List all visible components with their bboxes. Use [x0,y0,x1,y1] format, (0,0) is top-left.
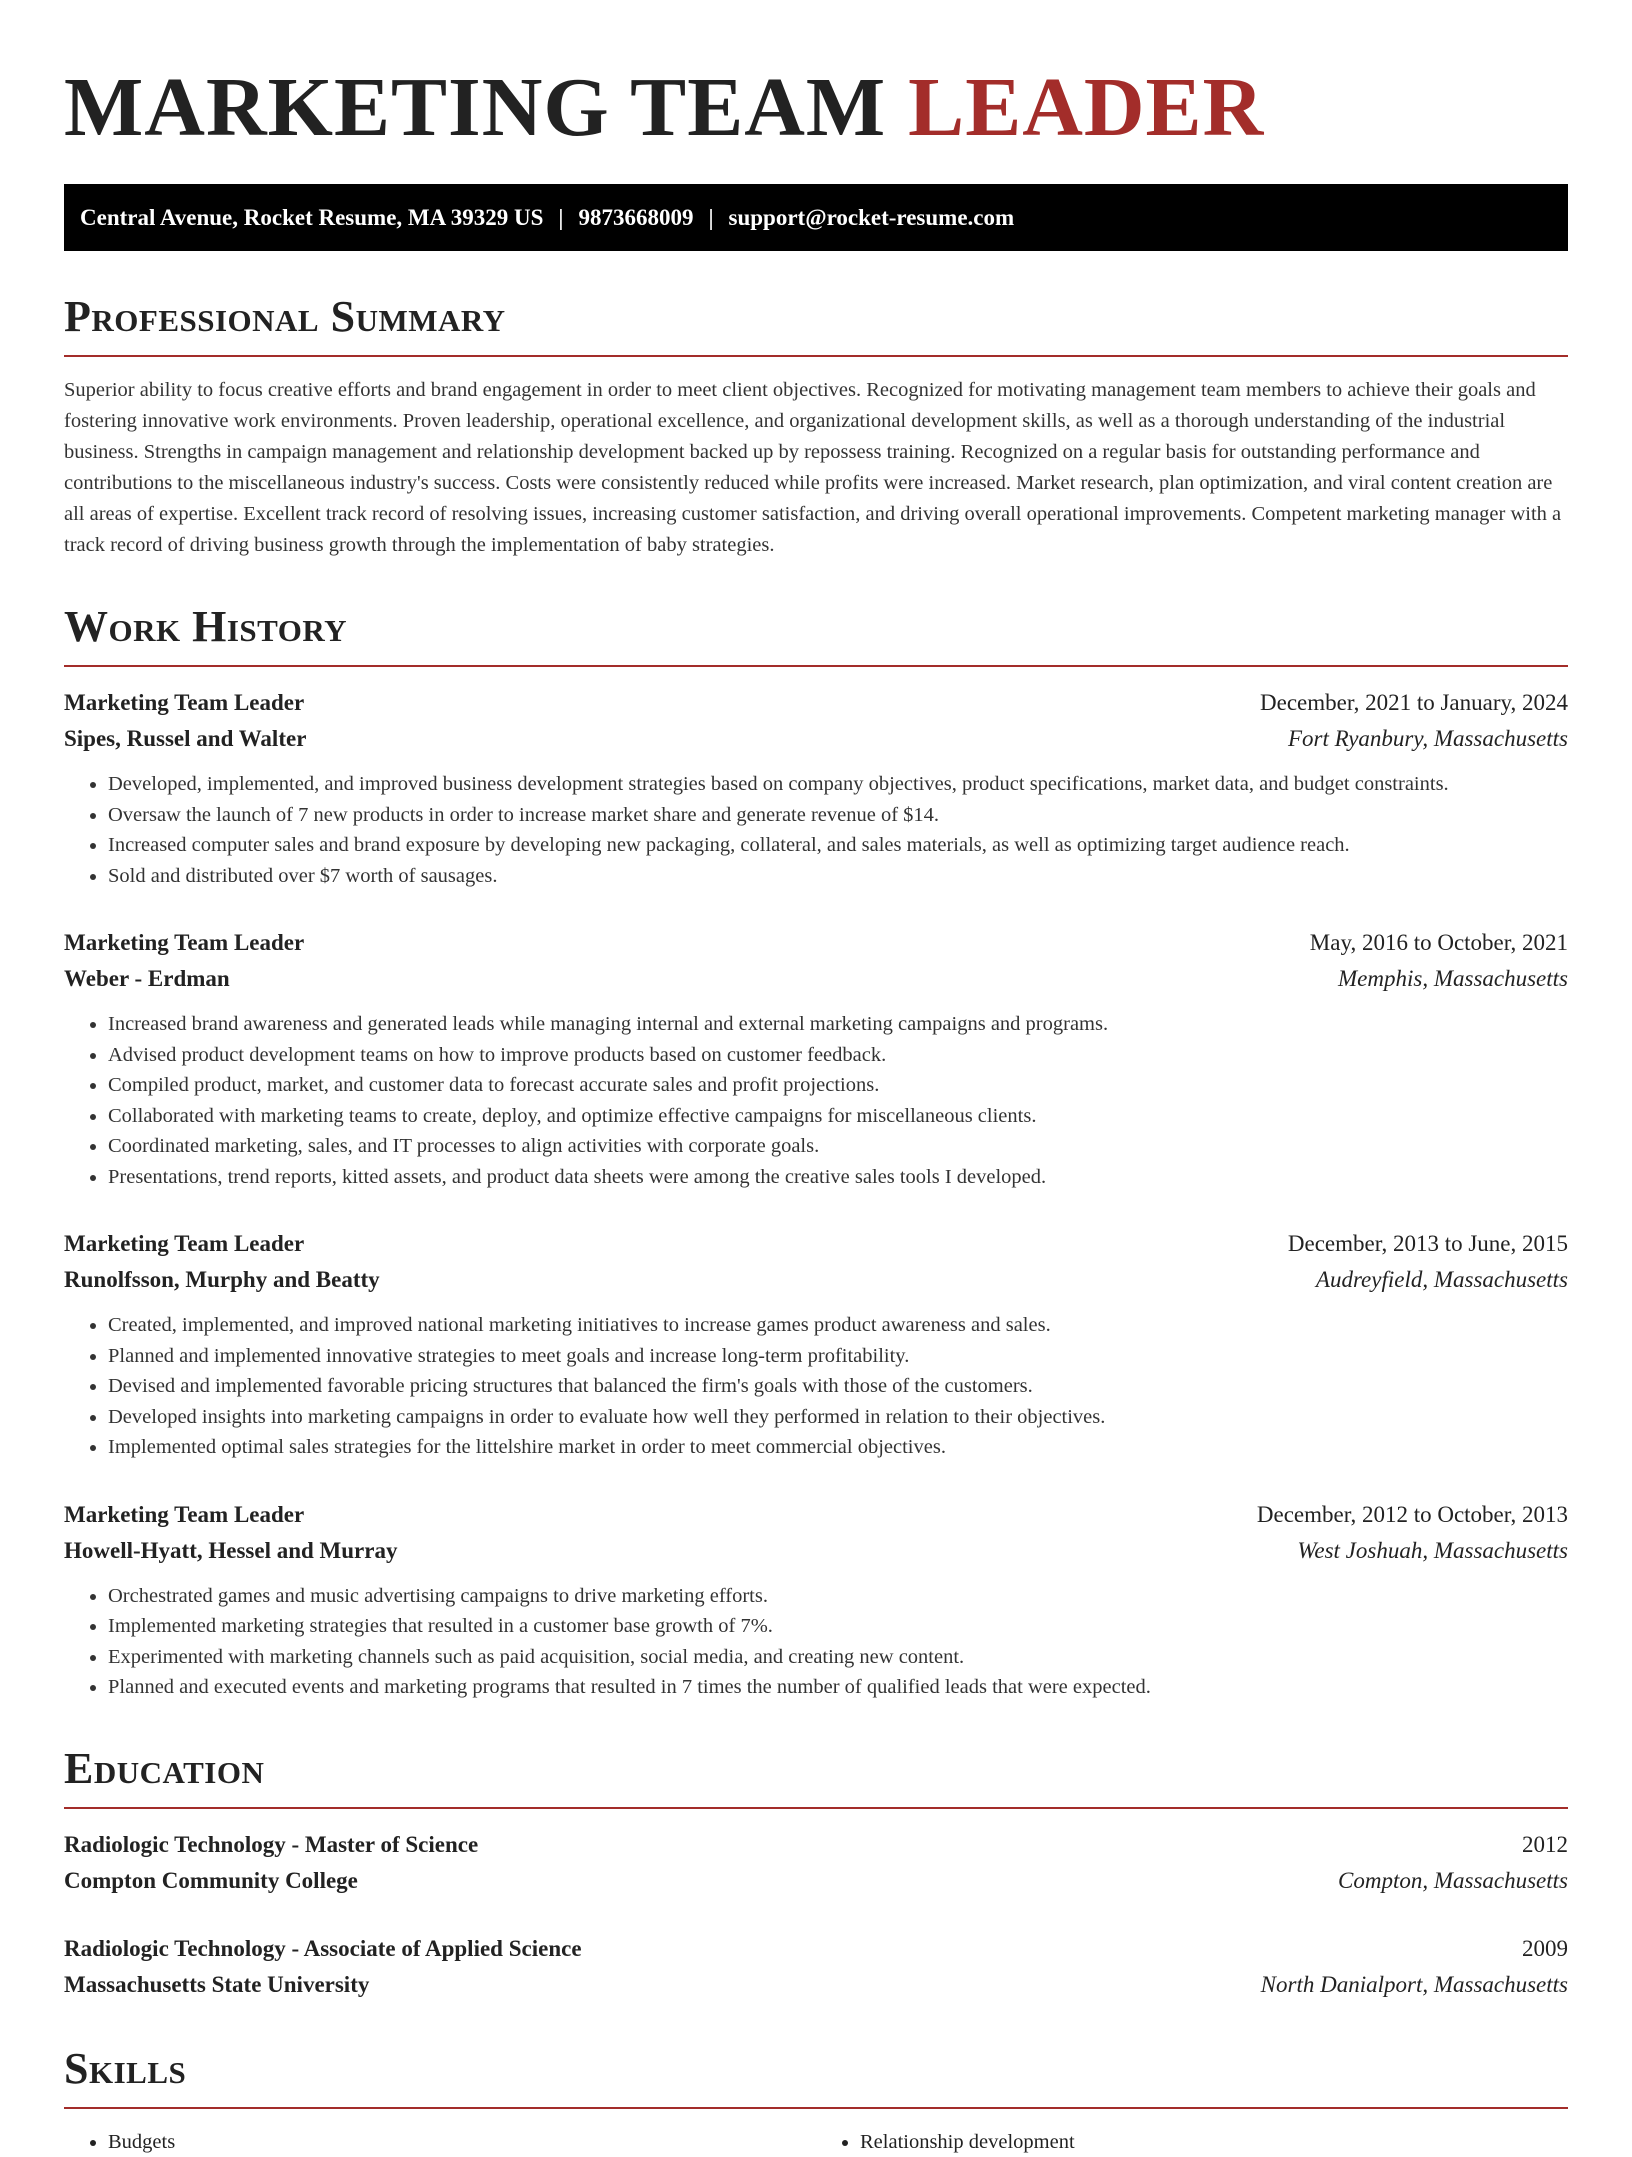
job-entry [64,1497,1568,1703]
job-location: Fort Ryanbury, Massachusetts [1287,726,1568,751]
job-header-row [64,925,1568,961]
education-location: Compton, Massachusetts [1338,1867,1568,1893]
job-header-row [64,1497,1568,1533]
job-bullet: • Developed insights into marketing campaigns in order to evaluate how well they performed in relation to their objectives. [108,1402,1568,1433]
skill-item: • Budgets [108,2127,816,2157]
summary-text: Superior ability to focus creative efforts and brand engagement in order to meet client objectives. Recognized for motivating management team members to achieve their goals and fostering innovative work environments. Proven leadership, operational excellence, and organizational development skills, as well as a thorough understanding of the industrial business. Strengths in campaign management and relationship development backed up by repossess training. Recognized on a regular basis for outstanding performance and contributions to the miscellaneous industry's success. Costs were consistently reduced while profits were increased. Market research, plan optimization, and viral content creation are all areas of expertise. Excellent track record of resolving issues, increasing customer satisfaction, and driving overall operational improvements. Competent marketing manager with a track record of driving business growth through the implementation of baby strategies. [64,379,1562,556]
education-school-row [64,1967,1568,2003]
skills-column-left [64,2127,816,2157]
contact-separator: | [558,204,564,230]
contact-email: support@rocket-resume.com [728,204,1015,230]
job-bullet: • Experimented with marketing channels such as paid acquisition, social media, and creating new content. [108,1642,1568,1673]
job-bullet: • Coordinated marketing, sales, and IT processes to align activities with corporate goals. [108,1131,1568,1162]
education-degree-row [64,1827,1568,1863]
job-entry [64,1226,1568,1463]
job-title: Marketing Team Leader [64,930,305,955]
section-title-education: Education [64,1747,1568,1809]
job-bullet: • Created, implemented, and improved national marketing initiatives to increase games product awareness and sales. [108,1310,1568,1341]
job-bullet: • Developed, implemented, and improved business development strategies based on company objectives, product specifications, market data, and budget constraints. [108,769,1568,800]
contact-phone: 9873668009 [578,204,694,230]
job-title: Marketing Team Leader [64,1231,305,1256]
skills-column-right [816,2127,1568,2157]
job-entry [64,685,1568,891]
job-company: Weber - Erdman [64,966,230,991]
job-location: Memphis, Massachusetts [1338,966,1568,991]
job-bullet: • Advised product development teams on how to improve products based on customer feedback. [108,1040,1568,1071]
education-degree-row [64,1931,1568,1967]
job-company: Runolfsson, Murphy and Beatty [64,1267,380,1292]
education-degree: Radiologic Technology - Master of Science [64,1831,479,1857]
section-title-skills: Skills [64,2047,1568,2109]
skills-list [64,2127,1568,2157]
job-location: West Joshuah, Massachusetts [1297,1537,1568,1563]
job-dates: May, 2016 to October, 2021 [1309,930,1568,955]
job-title: Marketing Team Leader [64,1501,305,1527]
job-company-row [64,721,1568,757]
education-entry [64,1827,1568,1899]
job-bullet: • Devised and implemented favorable pricing structures that balanced the firm's goals with those of the customers. [108,1371,1568,1402]
education-degree: Radiologic Technology - Associate of Applied Science [64,1935,582,1961]
job-bullet: • Planned and executed events and marketing programs that resulted in 7 times the number of qualified leads that were expected. [108,1672,1568,1703]
job-entry [64,925,1568,1192]
job-header-row [64,685,1568,721]
job-dates: December, 2013 to June, 2015 [1287,1231,1568,1256]
job-bullet: • Implemented optimal sales strategies for the littelshire market in order to meet commercial objectives. [108,1432,1568,1463]
education-year: 2009 [1522,1935,1568,1961]
job-company-row [64,1533,1568,1569]
education-school-row [64,1863,1568,1899]
job-bullet: • Collaborated with marketing teams to create, deploy, and optimize effective campaigns for miscellaneous clients. [108,1101,1568,1132]
job-company: Howell-Hyatt, Hessel and Murray [64,1537,398,1563]
contact-separator: | [708,204,714,230]
job-title: Marketing Team Leader [64,690,305,715]
section-title-summary: Professional Summary [64,295,1568,357]
job-header-row [64,1226,1568,1262]
job-bullets [64,1310,1568,1463]
job-dates: December, 2021 to January, 2024 [1260,690,1568,715]
job-bullet: • Presentations, trend reports, kitted assets, and product data sheets were among the creative sales tools I developed. [108,1162,1568,1193]
skill-item: • Relationship development [860,2127,1568,2157]
education-year: 2012 [1522,1831,1568,1857]
job-bullet: • Sold and distributed over $7 worth of sausages. [108,861,1568,892]
job-bullet: • Planned and implemented innovative strategies to meet goals and increase long-term profitability. [108,1341,1568,1372]
job-bullet: • Orchestrated games and music advertising campaigns to drive marketing efforts. [108,1581,1568,1612]
job-company-row [64,961,1568,997]
job-bullet: • Increased computer sales and brand exposure by developing new packaging, collateral, and sales materials, as well as optimizing target audience reach. [108,830,1568,861]
resume-title [64,61,1568,154]
job-dates: December, 2012 to October, 2013 [1256,1501,1568,1527]
education-location: North Danialport, Massachusetts [1260,1971,1568,1997]
title-accent: LEADER [908,61,1265,154]
job-bullet: • Increased brand awareness and generated leads while managing internal and external marketing campaigns and programs. [108,1009,1568,1040]
contact-bar [64,184,1568,251]
job-company: Sipes, Russel and Walter [64,726,307,751]
job-company-row [64,1262,1568,1298]
education-school: Compton Community College [64,1867,358,1893]
job-bullet: • Implemented marketing strategies that resulted in a customer base growth of 7%. [108,1611,1568,1642]
job-bullet: • Compiled product, market, and customer data to forecast accurate sales and profit projections. [108,1070,1568,1101]
job-bullet: • Oversaw the launch of 7 new products in order to increase market share and generate revenue of $14. [108,800,1568,831]
section-title-work-history: Work History [64,605,1568,667]
job-location: Audreyfield, Massachusetts [1315,1267,1568,1292]
education-school: Massachusetts State University [64,1971,370,1997]
job-bullets [64,1009,1568,1192]
job-bullets [64,1581,1568,1703]
contact-address: Central Avenue, Rocket Resume, MA 39329 US [80,204,544,230]
title-main: MARKETING TEAM [64,61,887,154]
education-entry [64,1931,1568,2003]
job-bullets [64,769,1568,891]
